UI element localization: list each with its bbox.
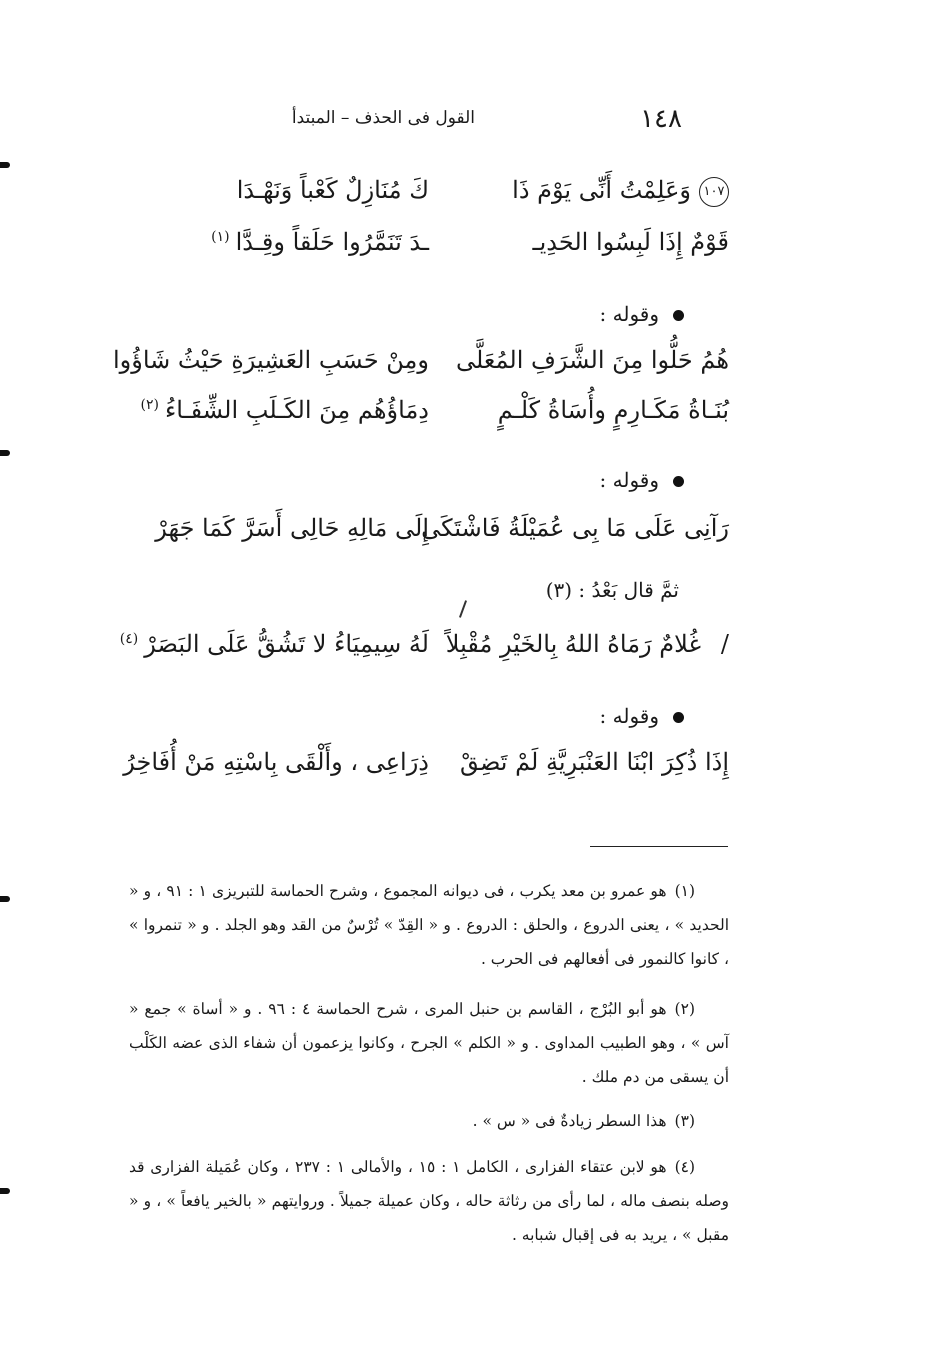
verse-hemistich-first: غُلامٌ رَمَاهُ اللهُ بِالخَيْرِ مُقْبِلاً [445,630,701,658]
footnote-ref: (٢) [140,397,159,413]
verse-hemistich-second: لَهُ سِيمِيَاءُ لا تَشُقُّ عَلَى البَصَرْ$^{(٤)}$ [119,630,429,658]
verse-line [119,630,729,676]
verse-line [134,396,729,442]
verse-hemistich-first: ١٠٧وَعَلِمْتُ أَنِّى يَوْمَ ذَا [512,176,729,207]
footnote-text: هو عمرو بن معد يكرب ، فى ديوانه المجموع ، وشرح الحماسة للتبريزى ١ : ٩١ ، و « الحديد » ، يعنى الدروع ، والحلق : الدروع . و « القِدّ » تُرْسٌ من القد وهو الجلد . و « تنمروا » ، كانوا كالنمور فى أفعالهم فى الحرب . [129,882,729,968]
margin-tick [459,600,467,618]
verse-line [113,346,729,392]
running-title: القول فى الحذف – المبتدأ [291,108,475,128]
footnote-number: (٤) [674,1158,696,1176]
verse-line [123,748,729,794]
margin-slash: / [720,630,729,658]
footnote-separator [590,846,728,847]
footnote-ref: (٤) [119,631,139,647]
edge-mark [0,1188,10,1194]
verse-hemistich-first: رَآنِى عَلَى مَا بِى عُمَيْلَةُ فَاشْتَكَى [421,514,729,542]
verse-hemistich-second: كَ مُنَازِلٌ كَعْباً وَنَهْـدَا [236,176,429,204]
footnote [129,1104,729,1138]
verse-number: ١٠٧ [699,177,729,207]
footnote [129,1150,729,1252]
verse-hemistich-first: قَوْمٌ إِذَا لَبِسُوا الحَدِيـ [532,228,729,256]
verse-hemistich-first: بُنَـاةُ مَكَـارِمٍ وأُسَاةُ كَلْـمٍ [497,396,729,424]
verse-hemistich-second: إِلَى مَالِهِ حَالِى أَسَرَّ كَمَا جَهَرْ [155,514,429,542]
verse-hemistich-first: إِذَا ذُكِرَ ابْنَا العَنْبَرِيَّةِ لَمْ تَضِقْ [459,748,729,776]
verse-line [134,228,729,274]
edge-mark [0,162,10,168]
footnote-text: هو أبو البُرْج ، القاسم بن حنبل المرى ، شرح الحماسة ٤ : ٩٦ . و « أساة » جمع « آس » ، وهو الطبيب المداوى . و « الكلم » الجرح ، وكانوا يزعمون أن شفاء الذى عضه الكَلْب أن يسقى من دم ملك . [129,1000,729,1086]
bullet-icon [673,712,684,723]
edge-mark [0,450,10,456]
page-number: ١٤٨ [640,104,682,134]
verse-line [134,514,729,560]
footnote-number: (١) [674,882,696,900]
bullet-icon [673,310,684,321]
verse-intro: ثمَّ قال بَعْدُ : (٣) [545,578,679,602]
footnote [129,992,729,1094]
verse-hemistich-second: ذِرَاعِى ، وأَلْقَى بِاسْتِهِ مَنْ أُفَاخِرُ [123,748,429,776]
page-header [291,104,690,138]
footnote-text: هو لابن عتقاء الفزارى ، الكامل ١ : ١٥ ، والأمالى ١ : ٢٣٧ ، وكان عُمَيلة الفزارى قد وصله بنصف ماله ، لما رأى من رثاثة حاله ، وكان عميلة جميلاً . وروايتهم « بالخير يافعاً » ، و « مقبل » ، يريد به فى إقبال شبابه . [129,1158,729,1244]
footnote-text: هذا السطر زيادةٌ فى « س » . [472,1112,667,1130]
bullet-icon [673,476,684,487]
footnote-number: (٢) [674,1000,695,1018]
verse-hemistich-second: ـدَ تَنَمَّرُوا حَلَقاً وقِـدَّا$^{(١)}$ [211,228,429,256]
verse-intro: وقوله : [600,704,684,728]
verse-intro: وقوله : [600,468,684,492]
footnote [129,874,729,976]
verse-hemistich-first: هُمُ حَلُّوا مِنَ الشَّرَفِ المُعَلَّى [455,346,729,374]
verse-intro: وقوله : [600,302,684,326]
verse-line [134,176,729,222]
footnote-number: (٣) [674,1112,695,1130]
verse-hemistich-second: دِمَاؤُهُم مِنَ الكَـلَبِ الشِّفَـاءُ$^{(٢)}$ [140,396,429,424]
footnote-ref: (١) [211,229,230,245]
verse-hemistich-second: ومِنْ حَسَبِ العَشِيرَةِ حَيْثُ شَاؤُوا [113,346,429,374]
edge-mark [0,896,10,902]
